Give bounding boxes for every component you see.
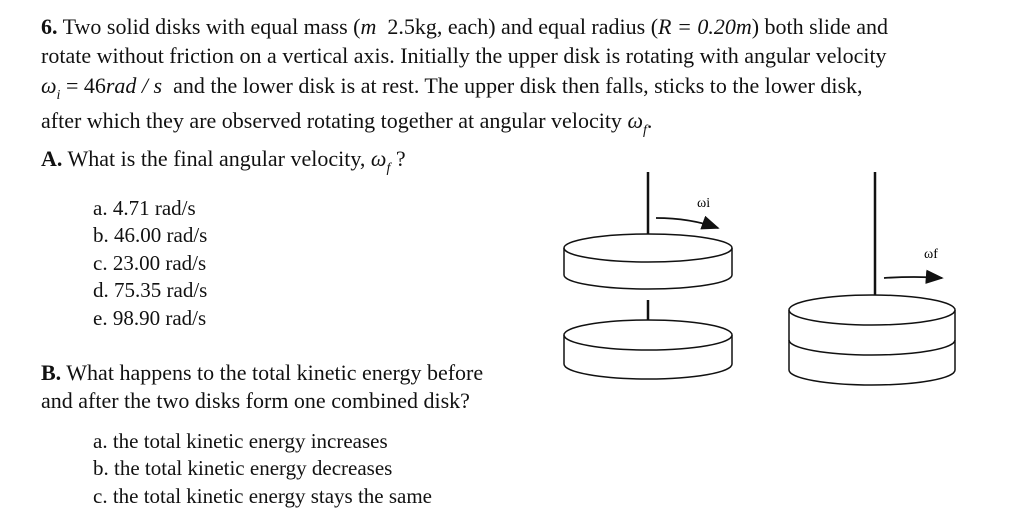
- omega-f-label: ωf: [924, 247, 938, 262]
- intro-text-1b: 2.5kg, each) and equal radius (: [387, 14, 659, 39]
- problem-line-2: [41, 43, 887, 69]
- omega-subscript-f: f: [642, 123, 647, 138]
- part-a-choice-c: c. 23.00 rad/s: [93, 251, 207, 275]
- intro-text-4-end: .: [646, 108, 653, 133]
- part-b-question-text-1: What happens to the total kinetic energy before: [66, 360, 484, 385]
- omega-symbol: ω: [41, 73, 57, 98]
- omega-symbol: ω: [370, 146, 387, 171]
- intro-text-2: rotate without friction on a vertical axis. Initially the upper disk is rotating with angular velocity: [41, 43, 887, 68]
- part-a-label: A.: [41, 146, 63, 171]
- omega-i-arrow: [656, 218, 718, 228]
- omega-units: rad / s: [105, 73, 163, 98]
- part-b-question-line-2: and after the two disks form one combined disk?: [41, 388, 470, 413]
- part-b-question-line-1: [41, 360, 483, 386]
- problem-line-3: [41, 73, 863, 103]
- lower-disk: [564, 320, 732, 379]
- part-a-choice-e: e. 98.90 rad/s: [93, 306, 207, 330]
- final-state-diagram: [789, 172, 955, 385]
- part-a-question-text: What is the final angular velocity,: [67, 146, 366, 171]
- problem-line-1: [41, 14, 888, 40]
- initial-state-diagram: [564, 172, 732, 379]
- part-b-label: B.: [41, 360, 62, 385]
- omega-symbol: ω: [627, 108, 643, 133]
- part-a-choice-a: a. 4.71 rad/s: [93, 196, 196, 220]
- part-b-choice-b: b. the total kinetic energy decreases: [93, 456, 393, 480]
- part-a-question: [41, 146, 406, 176]
- part-a-question-end: ?: [395, 146, 406, 171]
- omega-value: = 46: [60, 73, 106, 98]
- part-a-choice-b: b. 46.00 rad/s: [93, 223, 208, 247]
- combined-disk: [789, 295, 955, 385]
- part-b-choice-a: a. the total kinetic energy increases: [93, 429, 388, 453]
- omega-f-arrow: [884, 277, 942, 278]
- part-b-choice-c: c. the total kinetic energy stays the same: [93, 484, 433, 508]
- part-a-choice-d: d. 75.35 rad/s: [93, 278, 208, 302]
- mass-symbol: m: [360, 14, 377, 39]
- omega-subscript-f: f: [386, 161, 391, 176]
- omega-subscript-i: i: [56, 88, 61, 103]
- radius-expression: R = 0.20m: [658, 14, 752, 39]
- intro-text-1a: Two solid disks with equal mass (: [62, 14, 361, 39]
- intro-text-3b: and the lower disk is at rest. The upper disk then falls, sticks to the lower disk,: [173, 73, 863, 98]
- intro-text-1c: ) both slide and: [751, 14, 888, 39]
- omega-i-label: ωi: [697, 196, 711, 211]
- upper-disk: [564, 234, 732, 289]
- problem-number: 6.: [41, 14, 58, 39]
- intro-text-4: after which they are observed rotating together at angular velocity: [41, 108, 622, 133]
- problem-line-4: [41, 108, 652, 138]
- disks-figure: [540, 160, 980, 400]
